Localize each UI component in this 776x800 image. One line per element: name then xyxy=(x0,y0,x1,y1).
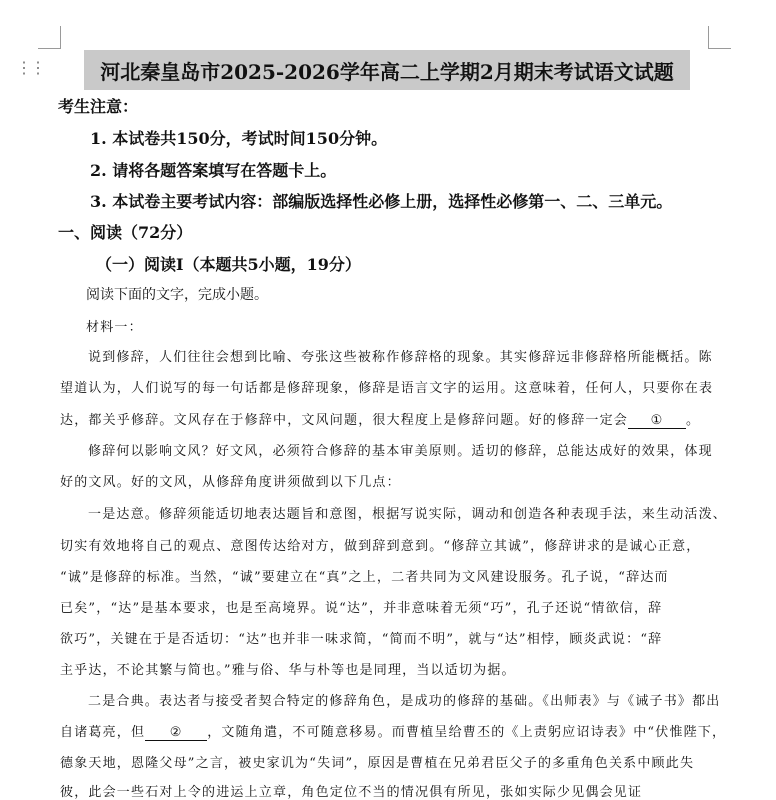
notice-item: 1. 本试卷共150分，考试时间150分钟。 xyxy=(90,129,388,148)
material-label: 材料一： xyxy=(86,320,143,335)
crop-mark-top-left xyxy=(38,26,61,49)
passage-text: ，文随角遣，不可随意移易。而曹植呈给曹丕的《上责躬应诏诗表》中“伏惟陛下， xyxy=(207,725,727,740)
subsection-heading: （一）阅读Ⅰ（本题共5小题，19分） xyxy=(96,255,361,274)
notice-heading: 考生注意： xyxy=(58,97,139,116)
blank-1: ① xyxy=(628,413,686,429)
passage-text: 自诸葛亮，但 xyxy=(60,725,146,740)
section-heading: 一、阅读（72分） xyxy=(58,223,193,242)
notice-item: 2. 请将各题答案填写在答题卡上。 xyxy=(90,161,337,180)
passage-line: 切实有效地将自己的观点、意图传达给对方，做到辞到意到。“修辞立其诚”，修辞讲求的是诚心正意， xyxy=(60,539,701,554)
crop-mark-top-right xyxy=(708,26,731,49)
passage-line: 欲巧”，关键在于是否适切：“达”也并非一味求简，“简而不明”，就与“达”相悖，顾炎武说：“辞 xyxy=(60,632,663,647)
passage-line: 望道认为，人们说写的每一句话都是修辞现象，修辞是语言文字的运用。这意味着，任何人，只要你在表 xyxy=(60,381,714,396)
passage-line-cut: 彼，此会一些石对上令的进运上立章，角色定位不当的情况俱有所见，张如实际少见偶会见证 xyxy=(60,785,643,800)
passage-line: 主乎达，不论其繁与简也。”雅与俗、华与朴等也是同理，当以适切为据。 xyxy=(60,663,516,678)
passage-line: “诚”是修辞的标准。当然，“诚”要建立在“真”之上，二者共同为文风建设服务。孔子说，“辞达而 xyxy=(60,570,669,585)
instruction: 阅读下面的文字，完成小题。 xyxy=(86,287,268,303)
passage-line: 好的文风。好的文风，从修辞角度讲须做到以下几点： xyxy=(60,475,401,490)
passage-text: 达，都关乎修辞。文风存在于修辞中，文风问题，很大程度上是修辞问题。好的修辞一定会 xyxy=(60,413,629,428)
passage-line: 二是合典。表达者与接受者契合特定的修辞角色，是成功的修辞的基础。《出师表》与《诫子书》都出 xyxy=(88,694,721,709)
blank-2: ② xyxy=(145,725,207,741)
page-title: 河北秦皇岛市2025-2026学年高二上学期2月期末考试语文试题 xyxy=(100,59,674,84)
passage-line xyxy=(60,721,727,741)
passage-line: 已矣”，“达”是基本要求，也是至高境界。说“达”，并非意味着无须“巧”，孔子还说“情欲信，辞 xyxy=(60,601,663,616)
drag-handle-icon[interactable]: ⋮⋮ xyxy=(16,58,44,77)
passage-line: 修辞何以影响文风？好文风，必须符合修辞的基本审美原则。适切的修辞，总能达成好的效果，体现 xyxy=(88,444,713,459)
passage-line: 说到修辞，人们往往会想到比喻、夸张这些被称作修辞格的现象。其实修辞远非修辞格所能概括。陈 xyxy=(88,350,713,365)
title-highlight xyxy=(84,50,690,90)
passage-line: 一是达意。修辞须能适切地表达题旨和意图，根据写说实际，调动和创造各种表现手法，来生动活泼、 xyxy=(88,507,728,522)
notice-item: 3. 本试卷主要考试内容：部编版选择性必修上册，选择性必修第一、二、三单元。 xyxy=(90,192,673,211)
passage-line xyxy=(60,409,712,429)
passage-line: 德象天地，恩隆父母”之言，被史家讥为“失词”，原因是曹植在兄弟君臣父子的多重角色关系中顾此失 xyxy=(60,756,695,771)
passage-text: 。 xyxy=(686,413,701,428)
